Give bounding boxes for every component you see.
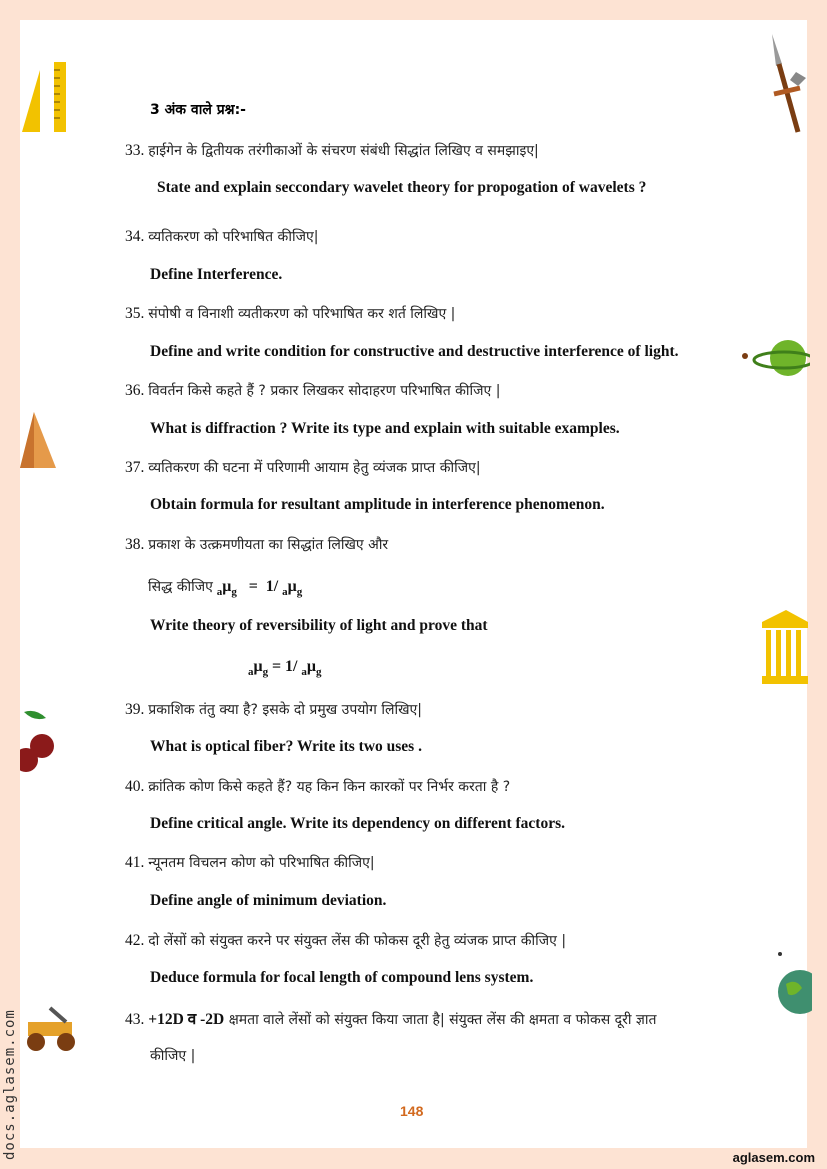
formula-rhs: 1/ $_a\mu_g$: [284, 658, 322, 679]
question-hindi: हाईगेन के द्वितीयक तरंगीकाओं के संचरण संबंधी सिद्धांत लिखिए व समझाइए|: [148, 143, 539, 159]
question-33: [125, 141, 539, 160]
question-37: [125, 458, 481, 477]
question-hindi: प्रकाश के उत्क्रमणीयता का सिद्धांत लिखिए और: [148, 537, 389, 553]
page-number: 148: [400, 1103, 424, 1119]
question-english: Define critical angle. Write its dependency on different factors.: [150, 815, 565, 832]
question-english: Write theory of reversibility of light and prove that: [150, 617, 488, 634]
question-english: Define and write condition for constructive and destructive interference of light.: [150, 343, 679, 360]
prove-line: [148, 577, 302, 598]
formula-rhs: 1/ $_a\mu_g$: [265, 578, 303, 599]
question-number: 35.: [125, 305, 145, 322]
section-heading: 3 अंक वाले प्रश्न:-: [150, 102, 246, 118]
question-lens-powers: +12D व -2D: [148, 1011, 225, 1028]
question-34: [125, 227, 318, 246]
question-hindi: न्यूनतम विचलन कोण को परिभाषित कीजिए|: [148, 855, 375, 871]
question-36: [125, 381, 500, 400]
question-english: State and explain seccondary wavelet theory for propogation of wavelets ?: [157, 179, 647, 196]
question-number: 34.: [125, 228, 145, 245]
cherries-icon: [20, 708, 56, 776]
cannon-cart-icon: [22, 1004, 82, 1054]
question-38: [125, 535, 388, 554]
question-number: 42.: [125, 932, 145, 949]
question-41: [125, 853, 375, 872]
question-number: 33.: [125, 142, 145, 159]
watermark: docs.aglasem.com: [2, 1009, 18, 1160]
question-hindi: व्यतिकरण को परिभाषित कीजिए|: [148, 229, 319, 245]
spear-tool-icon: [768, 34, 808, 134]
question-number: 43.: [125, 1011, 145, 1028]
question-hindi: संपोषी व विनाशी व्यतीकरण को परिभाषित कर शर्त लिखिए |: [148, 306, 456, 322]
prove-text: सिद्ध कीजिए: [148, 579, 213, 595]
temple-icon: [760, 608, 810, 688]
question-number: 41.: [125, 854, 145, 871]
question-english: Obtain formula for resultant amplitude in interference phenomenon.: [150, 496, 605, 513]
question-39: [125, 700, 422, 719]
question-hindi: प्रकाशिक तंतु क्या है? इसके दो प्रमुख उपयोग लिखिए|: [148, 702, 423, 718]
globe-icon: [776, 950, 812, 1020]
question-35: [125, 304, 455, 323]
formula-lhs: $_a\mu_g$: [248, 658, 269, 679]
question-42: [125, 931, 566, 950]
ruler-triangle-icon: [20, 60, 68, 135]
question-english: Define Interference.: [150, 266, 283, 283]
question-40: [125, 777, 510, 796]
formula-equals: =: [248, 578, 258, 595]
formula-line: [248, 658, 321, 678]
question-english: Define angle of minimum deviation.: [150, 892, 387, 909]
question-number: 39.: [125, 701, 145, 718]
question-hindi: व्यतिकरण की घटना में परिणामी आयाम हेतु व्यंजक प्राप्त कीजिए|: [148, 460, 481, 476]
question-hindi: विवर्तन किसे कहते हैं ? प्रकार लिखकर सोदाहरण परिभाषित कीजिए |: [148, 383, 501, 399]
planet-icon: [740, 336, 810, 384]
question-hindi: दो लेंसों को संयुक्त करने पर संयुक्त लेंस की फोकस दूरी हेतु व्यंजक प्राप्त कीजिए |: [148, 933, 567, 949]
question-hindi: क्षमता वाले लेंसों को संयुक्त किया जाता है| संयुक्त लेंस की क्षमता व फोकस दूरी ज्ञात: [224, 1012, 657, 1028]
question-hindi-continued: कीजिए |: [150, 1048, 196, 1064]
question-number: 40.: [125, 778, 145, 795]
pyramid-icon: [20, 410, 60, 470]
question-english: What is diffraction ? Write its type and explain with suitable examples.: [150, 420, 620, 437]
question-english: Deduce formula for focal length of compound lens system.: [150, 969, 534, 986]
question-43: [125, 1007, 657, 1029]
question-number: 38.: [125, 536, 145, 553]
question-english: What is optical fiber? Write its two uses .: [150, 738, 422, 755]
formula-equals: =: [271, 658, 282, 675]
formula-lhs: $_a\mu_g$: [216, 578, 237, 599]
site-footer[interactable]: aglasem.com: [732, 1150, 815, 1165]
question-number: 37.: [125, 459, 145, 476]
question-number: 36.: [125, 382, 145, 399]
question-hindi: क्रांतिक कोण किसे कहते हैं? यह किन किन कारकों पर निर्भर करता है ?: [148, 779, 511, 795]
